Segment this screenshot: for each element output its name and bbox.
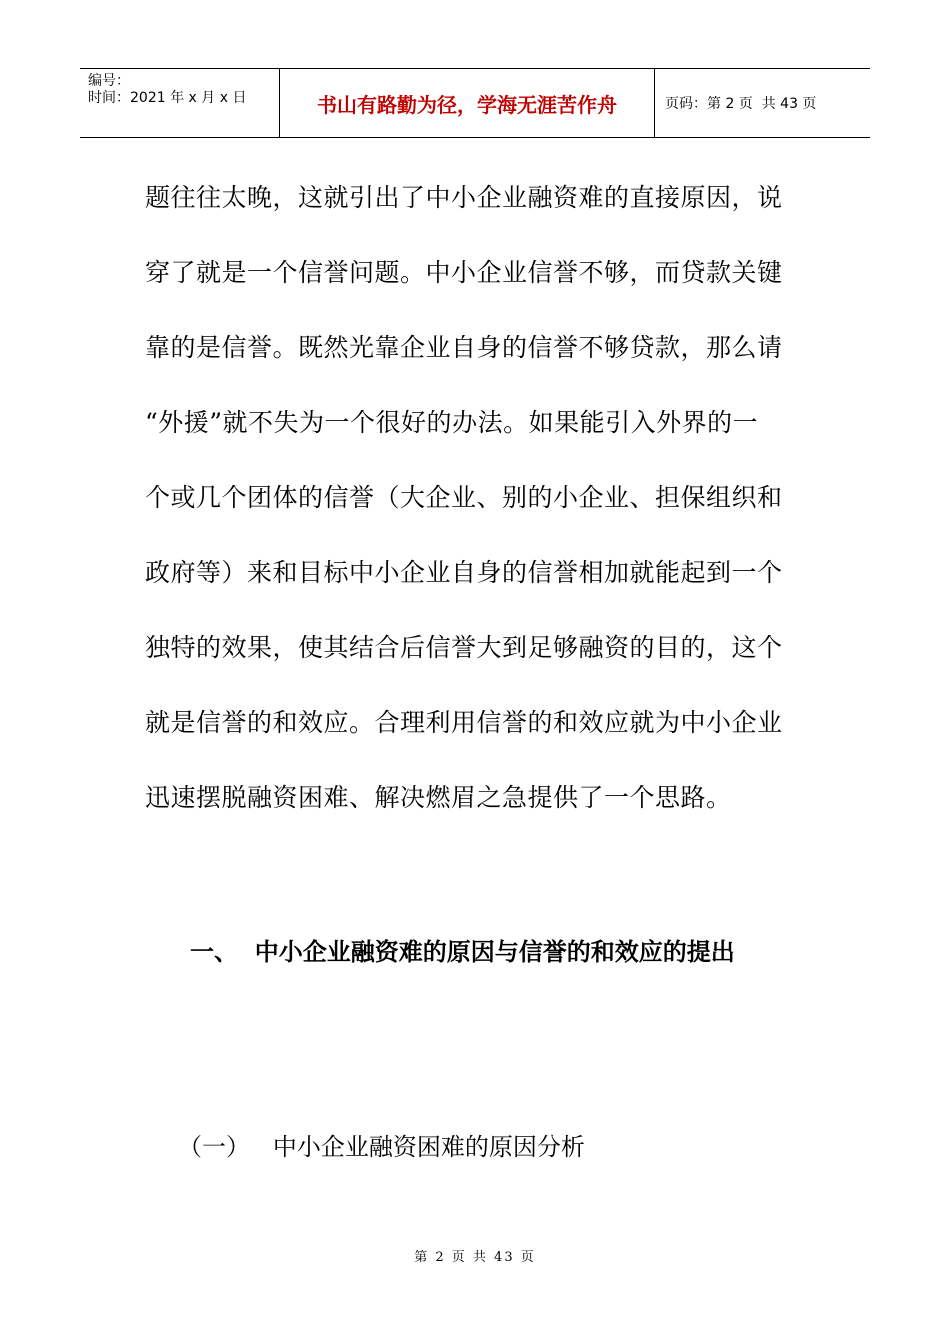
page-info-text: 页码：第 2 页 共 43 页 <box>665 96 817 112</box>
header-motto: 书山有路勤为径，学海无涯苦作舟 <box>280 69 655 137</box>
body-line: 政府等）来和目标中小企业自身的信誉相加就能起到一个 <box>145 558 783 587</box>
body-line: “外援”就不失为一个很好的办法。如果能引入外界的一 <box>145 408 759 437</box>
body-line: 穿了就是一个信誉问题。中小企业信誉不够，而贷款关键 <box>145 258 783 287</box>
page-footer: 第 2 页 共 43 页 <box>414 1250 536 1265</box>
document-date-label: 时间：2021 年 x 月 x 日 <box>88 90 247 106</box>
body-line: 迅速摆脱融资困难、解决燃眉之急提供了一个思路。 <box>145 783 732 812</box>
header-meta <box>80 69 280 137</box>
body-line: 靠的是信誉。既然光靠企业自身的信誉不够贷款，那么请 <box>145 333 783 362</box>
body-line: 题往往太晚，这就引出了中小企业融资难的直接原因，说 <box>145 183 783 212</box>
document-number-label: 编号： <box>88 73 130 89</box>
body-line: 就是信誉的和效应。合理利用信誉的和效应就为中小企业 <box>145 708 783 737</box>
body-paragraph <box>145 160 815 835</box>
section-heading: 一、 中小企业融资难的原因与信誉的和效应的提出 <box>190 938 735 966</box>
page-header <box>80 68 870 138</box>
header-page-info <box>655 69 870 137</box>
body-line: 独特的效果，使其结合后信誉大到足够融资的目的，这个 <box>145 633 783 662</box>
body-line: 个或几个团体的信誉（大企业、别的小企业、担保组织和 <box>145 483 783 512</box>
subsection-heading: （一） 中小企业融资困难的原因分析 <box>178 1133 585 1161</box>
